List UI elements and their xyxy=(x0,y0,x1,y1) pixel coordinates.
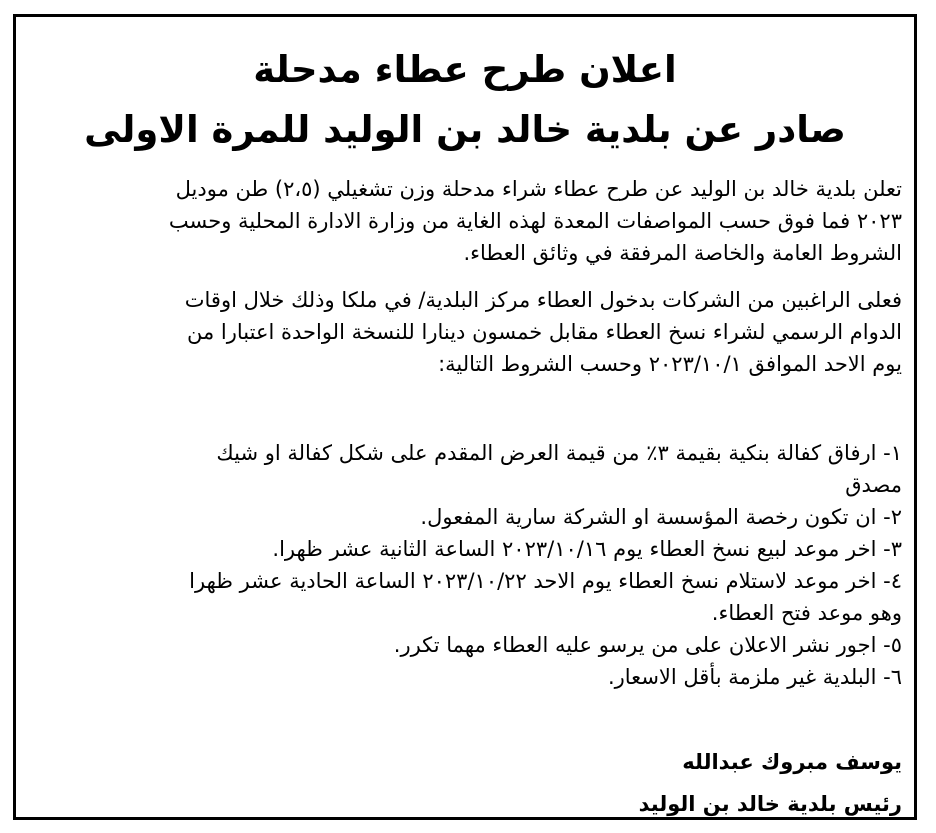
announcement-subtitle: صادر عن بلدية خالد بن الوليد للمرة الاولى xyxy=(84,108,846,151)
purchase-line: فعلى الراغبين من الشركات بدخول العطاء مركز البلدية/ في ملكا وذلك خلال اوقات xyxy=(184,288,902,312)
purchase-line: الدوام الرسمي لشراء نسخ العطاء مقابل خمسون دينارا للنسخة الواحدة اعتبارا من xyxy=(186,320,902,344)
announcement-title: اعلان طرح عطاء مدحلة xyxy=(253,48,677,91)
term-item: ٢- ان تكون رخصة المؤسسة او الشركة سارية المفعول. xyxy=(420,505,902,529)
intro-paragraph xyxy=(28,173,902,269)
term-item: ١- ارفاق كفالة بنكية بقيمة ٣٪ من قيمة العرض المقدم على شكل كفالة او شيك xyxy=(216,441,902,465)
term-item: ٤- اخر موعد لاستلام نسخ العطاء يوم الاحد ٢٠٢٣/١٠/٢٢ الساعة الحادية عشر ظهرا xyxy=(189,569,902,593)
term-item: ٥- اجور نشر الاعلان على من يرسو عليه العطاء مهما تكرر. xyxy=(393,633,902,657)
term-item: ٣- اخر موعد لبيع نسخ العطاء يوم ٢٠٢٣/١٠/١٦ الساعة الثانية عشر ظهرا. xyxy=(272,537,902,561)
intro-line: ٢٠٢٣ فما فوق حسب المواصفات المعدة لهذه الغاية من وزارة الادارة المحلية وحسب xyxy=(168,209,902,233)
intro-line: الشروط العامة والخاصة المرفقة في وثائق العطاء. xyxy=(463,241,902,265)
purchase-line: يوم الاحد الموافق ٢٠٢٣/١٠/١ وحسب الشروط التالية: xyxy=(438,352,902,376)
term-item: وهو موعد فتح العطاء. xyxy=(711,601,902,625)
intro-line: تعلن بلدية خالد بن الوليد عن طرح عطاء شراء مدحلة وزن تشغيلي (٢،٥) طن موديل xyxy=(175,177,902,201)
term-item: ٦- البلدية غير ملزمة بأقل الاسعار. xyxy=(607,665,902,689)
announcement-frame xyxy=(13,14,917,820)
purchase-paragraph xyxy=(28,284,902,380)
signatory-title: رئيس بلدية خالد بن الوليد xyxy=(638,792,902,816)
term-item: مصدق xyxy=(845,473,902,497)
signatory-name: يوسف مبروك عبدالله xyxy=(682,750,902,774)
terms-list xyxy=(28,437,902,693)
